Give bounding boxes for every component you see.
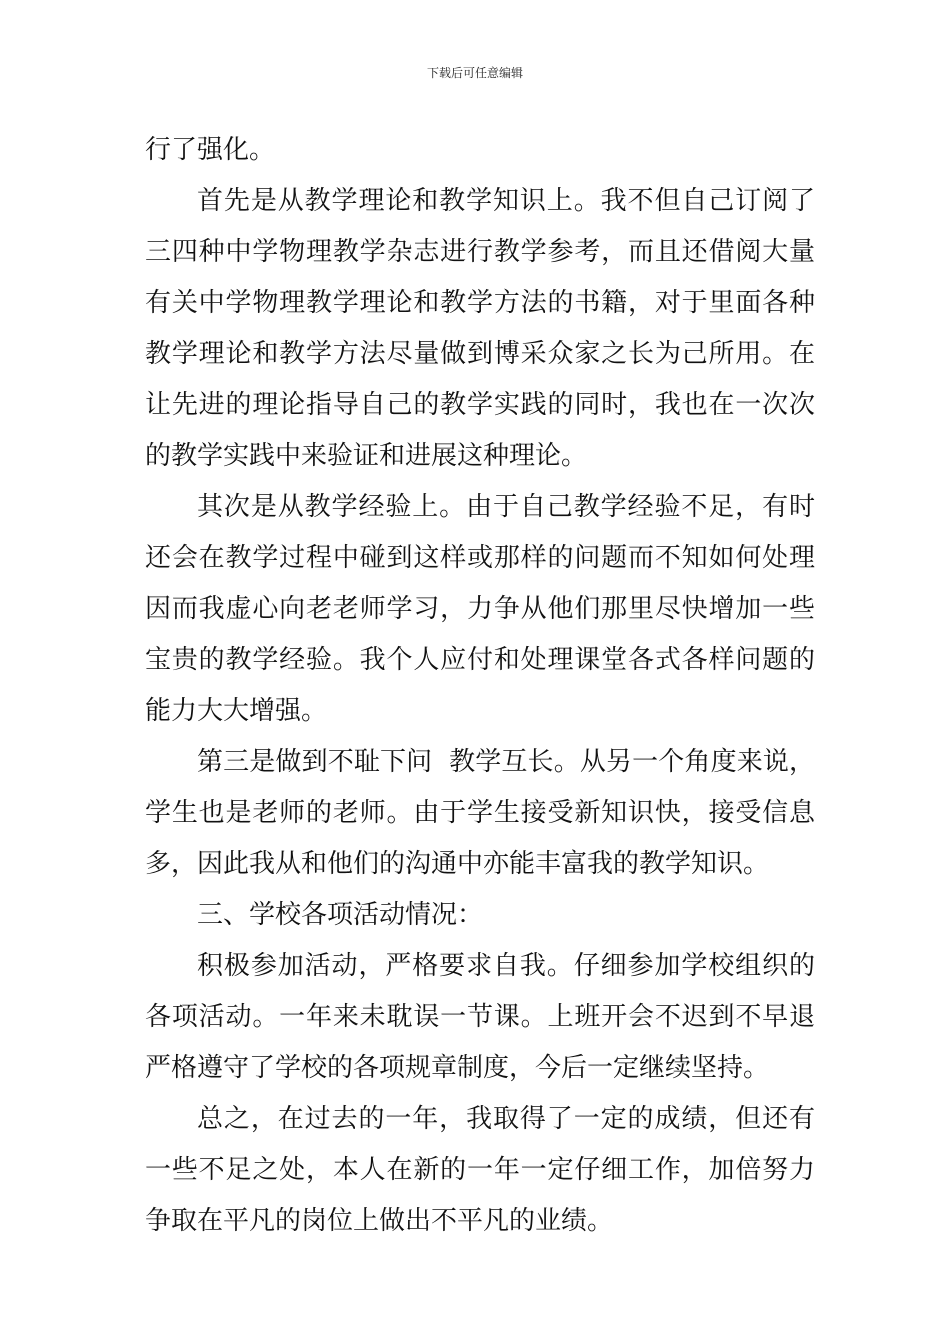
text-line: 宝贵的教学经验。我个人应付和处理课堂各式各样问题的 bbox=[145, 645, 815, 675]
text-line: 多，因此我从和他们的沟通中亦能丰富我的教学知识。 bbox=[145, 849, 770, 879]
paragraph-first-line: 其次是从教学经验上。由于自己教学经验不足，有时 bbox=[197, 492, 815, 522]
text-line: 还会在教学过程中碰到这样或那样的问题而不知如何处理 bbox=[145, 543, 815, 573]
page-header: 下载后可任意编辑 bbox=[426, 66, 523, 80]
paragraph-first-line: 总之，在过去的一年，我取得了一定的成绩，但还有 bbox=[197, 1104, 815, 1134]
paragraph-first-line: 积极参加活动，严格要求自我。仔细参加学校组织的 bbox=[197, 951, 815, 981]
text-line: 能力大大增强。 bbox=[145, 696, 328, 726]
text-line: 争取在平凡的岗位上做出不平凡的业绩。 bbox=[145, 1206, 614, 1236]
text-line: 严格遵守了学校的各项规章制度，今后一定继续坚持。 bbox=[145, 1053, 770, 1083]
paragraph-first-line: 第三是做到不耻下问 教学互长。从另一个角度来说， bbox=[197, 747, 815, 777]
text-line: 各项活动。一年来未耽误一节课。上班开会不迟到不早退 bbox=[145, 1002, 815, 1032]
paragraph-first-line: 首先是从教学理论和教学知识上。我不但自己订阅了 bbox=[197, 186, 815, 216]
text-line: 三四种中学物理教学杂志进行教学参考，而且还借阅大量 bbox=[145, 237, 815, 267]
text-line: 教学理论和教学方法尽量做到博采众家之长为己所用。在 bbox=[145, 339, 815, 369]
text-line: 一些不足之处，本人在新的一年一定仔细工作，加倍努力 bbox=[145, 1155, 815, 1185]
text-line: 有关中学物理教学理论和教学方法的书籍，对于里面各种 bbox=[145, 288, 815, 318]
document-body bbox=[145, 125, 815, 1247]
text-line: 行了强化。 bbox=[145, 135, 276, 165]
text-line: 让先进的理论指导自己的教学实践的同时，我也在一次次 bbox=[145, 390, 815, 420]
text-line: 因而我虚心向老老师学习，力争从他们那里尽快增加一些 bbox=[145, 594, 815, 624]
text-line: 学生也是老师的老师。由于学生接受新知识快，接受信息 bbox=[145, 798, 815, 828]
text-line: 的教学实践中来验证和进展这种理论。 bbox=[145, 441, 588, 471]
section-heading: 三、学校各项活动情况： bbox=[197, 900, 484, 930]
